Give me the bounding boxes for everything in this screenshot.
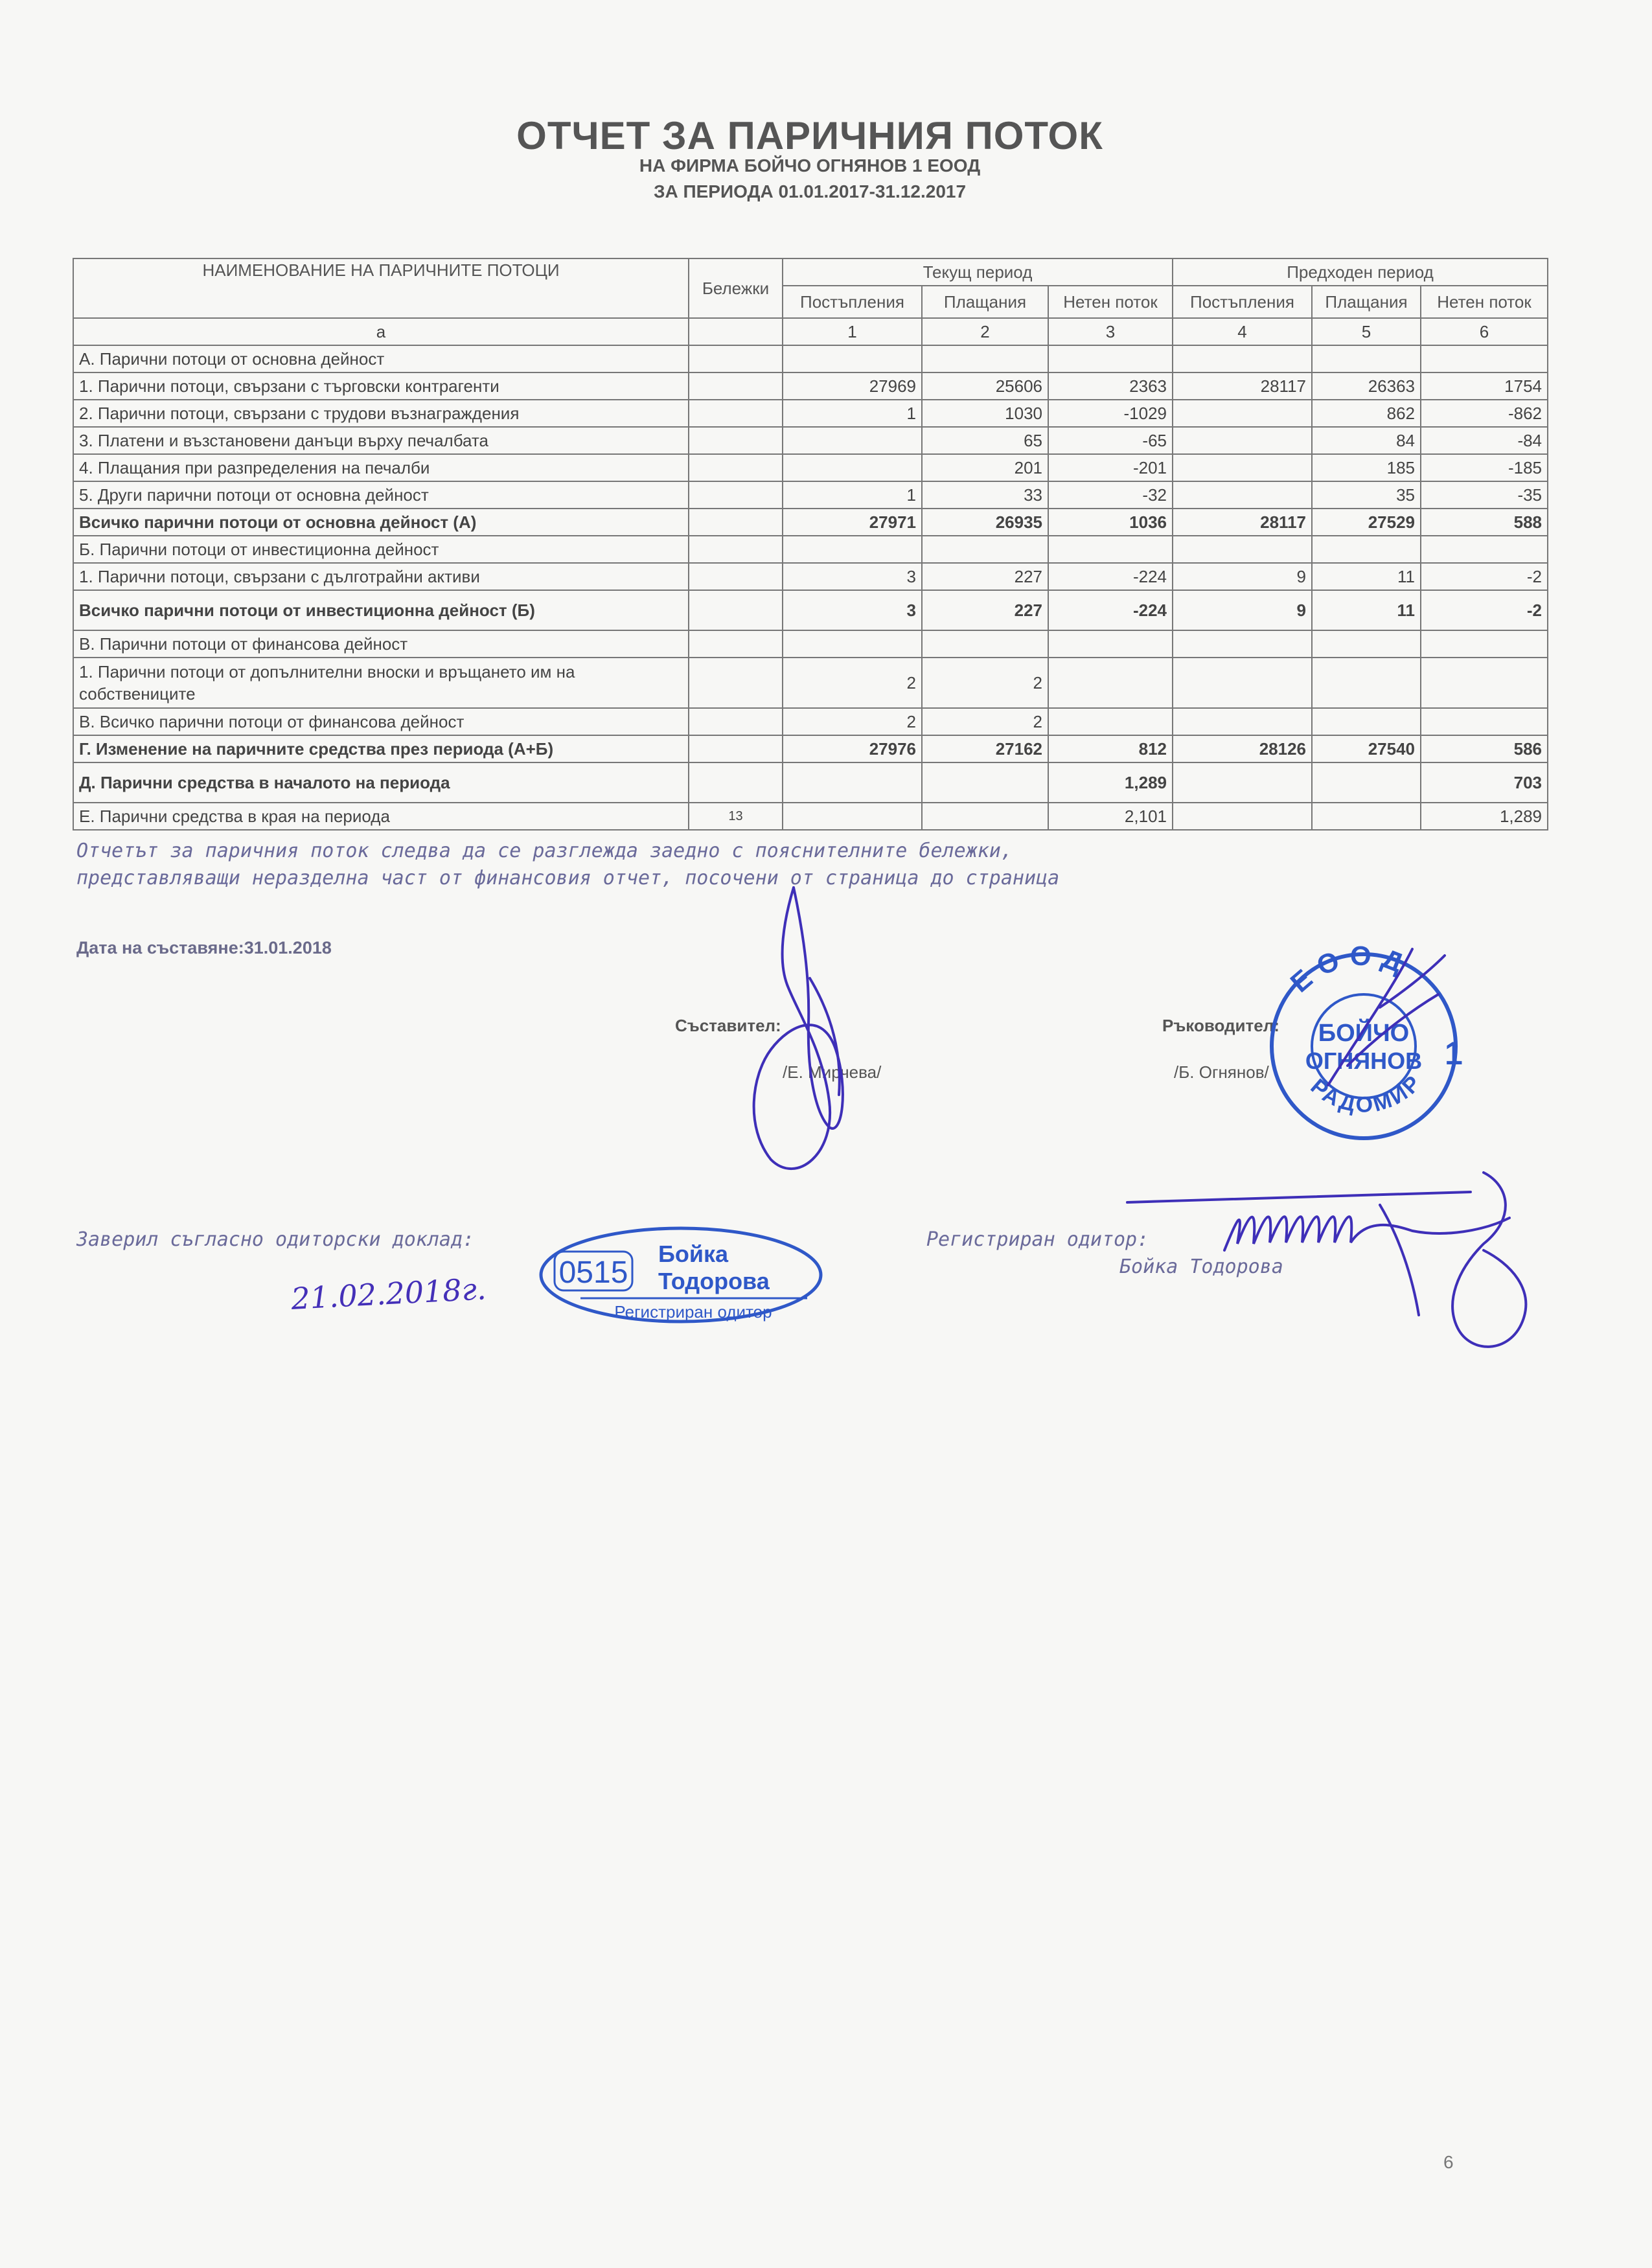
- row-value: 1036: [1048, 509, 1173, 536]
- table-row: [73, 762, 1548, 803]
- row-value: [783, 427, 922, 454]
- stamp-bottom-text: РАДОМИР: [1305, 1069, 1427, 1117]
- row-value: -224: [1048, 563, 1173, 590]
- row-label: Д. Парични средства в началото на периода: [73, 762, 689, 803]
- row-value: -84: [1421, 427, 1548, 454]
- row-value: 185: [1312, 454, 1421, 481]
- row-value: 2: [783, 708, 922, 735]
- index-cell: 2: [922, 318, 1048, 345]
- table-row: [73, 590, 1548, 630]
- table-row: [73, 454, 1548, 481]
- auditor-stamp: [535, 1223, 827, 1327]
- stamp-top-text: ЕООД: [1284, 940, 1416, 998]
- table-row: [73, 735, 1548, 762]
- row-value: 3: [783, 563, 922, 590]
- row-value: 65: [922, 427, 1048, 454]
- row-value: 1: [783, 400, 922, 427]
- row-label: В. Парични потоци от финансова дейност: [73, 630, 689, 658]
- row-value: 1: [783, 481, 922, 509]
- index-cell: 5: [1312, 318, 1421, 345]
- row-value: [1312, 536, 1421, 563]
- table-row: [73, 803, 1548, 830]
- row-value: 2: [922, 658, 1048, 708]
- index-cell: [689, 318, 783, 345]
- row-value: [1312, 658, 1421, 708]
- row-note: [689, 481, 783, 509]
- footer-note-line-1: Отчетът за паричния поток следва да се разглежда заедно с пояснителните бележки,: [76, 840, 1013, 862]
- row-label: Всичко парични потоци от инвестиционна дейност (Б): [73, 590, 689, 630]
- auditor-label: Регистриран одитор:: [926, 1228, 1149, 1251]
- row-value: 703: [1421, 762, 1548, 803]
- row-value: [1173, 630, 1312, 658]
- table-row: [73, 372, 1548, 400]
- row-note: [689, 536, 783, 563]
- row-note: [689, 590, 783, 630]
- row-value: 27969: [783, 372, 922, 400]
- row-label: 5. Други парични потоци от основна дейност: [73, 481, 689, 509]
- row-value: [1173, 762, 1312, 803]
- row-note: [689, 708, 783, 735]
- compilation-date: [76, 938, 332, 958]
- row-note: [689, 630, 783, 658]
- row-value: [783, 803, 922, 830]
- row-value: 35: [1312, 481, 1421, 509]
- row-value: -35: [1421, 481, 1548, 509]
- manager-name: /Б. Огнянов/: [1174, 1062, 1269, 1082]
- row-value: 11: [1312, 563, 1421, 590]
- row-value: 201: [922, 454, 1048, 481]
- index-cell: 3: [1048, 318, 1173, 345]
- row-label: 2. Парични потоци, свързани с трудови възнаграждения: [73, 400, 689, 427]
- row-value: [783, 454, 922, 481]
- date-value: 31.01.2018: [244, 938, 332, 957]
- stamp-center-line-1: БОЙЧО: [1318, 1020, 1410, 1047]
- header-current-period: Текущ период: [783, 258, 1173, 286]
- auditor-stamp-name-2: Тодорова: [658, 1268, 770, 1294]
- row-value: 2: [783, 658, 922, 708]
- index-cell: 6: [1421, 318, 1548, 345]
- table-row: [73, 509, 1548, 536]
- row-value: 227: [922, 590, 1048, 630]
- report-period: ЗА ПЕРИОДА 01.01.2017-31.12.2017: [653, 181, 967, 201]
- row-value: 227: [922, 563, 1048, 590]
- row-label: Всичко парични потоци от основна дейност (А): [73, 509, 689, 536]
- row-note: [689, 372, 783, 400]
- row-value: -224: [1048, 590, 1173, 630]
- row-note: [689, 563, 783, 590]
- table-row: [73, 658, 1548, 708]
- svg-text:ЕООД: [1285, 941, 1416, 998]
- row-value: 1,289: [1421, 803, 1548, 830]
- svg-text:РАДОМИР: [1306, 1070, 1427, 1117]
- date-label: Дата на съставяне:: [76, 938, 244, 957]
- row-label: В. Всичко парични потоци от финансова дейност: [73, 708, 689, 735]
- row-value: [783, 762, 922, 803]
- table-row: [73, 427, 1548, 454]
- certified-label: Заверил съгласно одиторски доклад:: [76, 1228, 475, 1251]
- table-row: [73, 563, 1548, 590]
- handwritten-date: 21.02.2018г.: [290, 1271, 487, 1316]
- table-row: [73, 481, 1548, 509]
- row-note: [689, 345, 783, 372]
- table-row: [73, 630, 1548, 658]
- row-value: [1173, 400, 1312, 427]
- header-name: НАИМЕНОВАНИЕ НА ПАРИЧНИТЕ ПОТОЦИ: [73, 258, 689, 318]
- row-value: [1173, 427, 1312, 454]
- row-value: [1421, 630, 1548, 658]
- company-stamp: [1250, 936, 1497, 1150]
- row-value: [1173, 454, 1312, 481]
- header-net-current: Нетен поток: [1048, 286, 1173, 318]
- row-value: -32: [1048, 481, 1173, 509]
- row-value: [1173, 803, 1312, 830]
- header-payments-previous: Плащания: [1312, 286, 1421, 318]
- row-value: 27162: [922, 735, 1048, 762]
- row-value: 11: [1312, 590, 1421, 630]
- row-value: 2: [922, 708, 1048, 735]
- row-value: [1312, 803, 1421, 830]
- row-value: 27540: [1312, 735, 1421, 762]
- compiler-label: Съставител:: [675, 1016, 781, 1035]
- row-value: 27976: [783, 735, 922, 762]
- index-row: [73, 318, 1548, 345]
- row-value: [922, 345, 1048, 372]
- index-cell: 4: [1173, 318, 1312, 345]
- row-value: -862: [1421, 400, 1548, 427]
- row-label: А. Парични потоци от основна дейност: [73, 345, 689, 372]
- row-value: 33: [922, 481, 1048, 509]
- report-title: ОТЧЕТ ЗА ПАРИЧНИЯ ПОТОК: [516, 114, 1103, 157]
- row-value: 9: [1173, 563, 1312, 590]
- row-value: 27971: [783, 509, 922, 536]
- row-value: 586: [1421, 735, 1548, 762]
- auditor-stamp-caption: Регистриран одитор: [614, 1302, 772, 1322]
- auditor-name: Бойка Тодорова: [1119, 1255, 1283, 1278]
- row-note: [689, 762, 783, 803]
- table-row: [73, 345, 1548, 372]
- row-value: 84: [1312, 427, 1421, 454]
- row-value: [1312, 708, 1421, 735]
- cash-flow-table: [73, 258, 1548, 830]
- row-label: Г. Изменение на паричните средства през периода (А+Б): [73, 735, 689, 762]
- auditor-signature: [1121, 1166, 1542, 1360]
- row-note: [689, 658, 783, 708]
- row-label: 1. Парични потоци от допълнителни вноски и връщането им на собствениците: [73, 658, 689, 708]
- row-value: -2: [1421, 563, 1548, 590]
- row-value: [1173, 345, 1312, 372]
- row-value: 9: [1173, 590, 1312, 630]
- row-value: 27529: [1312, 509, 1421, 536]
- row-value: 1754: [1421, 372, 1548, 400]
- row-value: 28126: [1173, 735, 1312, 762]
- row-value: 862: [1312, 400, 1421, 427]
- row-value: 28117: [1173, 509, 1312, 536]
- row-value: [1173, 481, 1312, 509]
- row-value: 26363: [1312, 372, 1421, 400]
- row-value: 2363: [1048, 372, 1173, 400]
- row-value: [1048, 630, 1173, 658]
- row-value: [1048, 345, 1173, 372]
- row-value: [1173, 708, 1312, 735]
- header-receipts-current: Постъпления: [783, 286, 922, 318]
- row-value: [1421, 345, 1548, 372]
- row-value: [922, 536, 1048, 563]
- table-body: [73, 345, 1548, 830]
- stamp-center-line-2: ОГНЯНОВ: [1305, 1048, 1423, 1074]
- row-value: [1421, 708, 1548, 735]
- table-row: [73, 708, 1548, 735]
- header-payments-current: Плащания: [922, 286, 1048, 318]
- row-value: [783, 630, 922, 658]
- footer-note-line-2: представляващи неразделна част от финансовия отчет, посочени от страница до страница: [76, 867, 1060, 889]
- row-value: 1,289: [1048, 762, 1173, 803]
- index-cell: а: [73, 318, 689, 345]
- table-row: [73, 400, 1548, 427]
- table-row: [73, 536, 1548, 563]
- row-value: [922, 630, 1048, 658]
- row-value: 25606: [922, 372, 1048, 400]
- row-value: [783, 345, 922, 372]
- row-label: 4. Плащания при разпределения на печалби: [73, 454, 689, 481]
- row-value: 26935: [922, 509, 1048, 536]
- row-note: [689, 400, 783, 427]
- header-receipts-previous: Постъпления: [1173, 286, 1312, 318]
- row-note: [689, 509, 783, 536]
- row-value: -65: [1048, 427, 1173, 454]
- row-note: [689, 427, 783, 454]
- row-value: [922, 762, 1048, 803]
- company-name: НА ФИРМА БОЙЧО ОГНЯНОВ 1 ЕООД: [639, 155, 981, 176]
- row-value: -185: [1421, 454, 1548, 481]
- header-previous-period: Предходен период: [1173, 258, 1548, 286]
- row-label: 1. Парични потоци, свързани с дълготрайни активи: [73, 563, 689, 590]
- row-value: [1173, 658, 1312, 708]
- row-value: [1421, 536, 1548, 563]
- row-value: -1029: [1048, 400, 1173, 427]
- index-cell: 1: [783, 318, 922, 345]
- row-value: [783, 536, 922, 563]
- row-value: -2: [1421, 590, 1548, 630]
- row-label: Б. Парични потоци от инвестиционна дейност: [73, 536, 689, 563]
- row-value: [1421, 658, 1548, 708]
- row-value: 2,101: [1048, 803, 1173, 830]
- row-note: [689, 735, 783, 762]
- row-value: -201: [1048, 454, 1173, 481]
- compiler-signature: [732, 881, 888, 1179]
- row-value: 28117: [1173, 372, 1312, 400]
- header-net-previous: Нетен поток: [1421, 286, 1548, 318]
- row-note: [689, 454, 783, 481]
- row-value: 1030: [922, 400, 1048, 427]
- row-value: 588: [1421, 509, 1548, 536]
- row-note: 13: [689, 803, 783, 830]
- stamp-number: 1: [1445, 1035, 1463, 1071]
- auditor-stamp-number: 0515: [558, 1255, 628, 1290]
- row-value: [1048, 708, 1173, 735]
- manager-label: Ръководител:: [1162, 1016, 1279, 1035]
- row-value: 812: [1048, 735, 1173, 762]
- row-value: 3: [783, 590, 922, 630]
- row-value: [1173, 536, 1312, 563]
- row-value: [922, 803, 1048, 830]
- auditor-stamp-name-1: Бойка: [658, 1241, 729, 1267]
- row-value: [1312, 762, 1421, 803]
- row-value: [1312, 630, 1421, 658]
- row-value: [1048, 536, 1173, 563]
- row-label: 1. Парични потоци, свързани с търговски контрагенти: [73, 372, 689, 400]
- header-notes: Бележки: [689, 258, 783, 318]
- page-number: 6: [1443, 2152, 1454, 2172]
- compiler-name: /Е. Мирчева/: [783, 1062, 882, 1082]
- row-label: Е. Парични средства в края на периода: [73, 803, 689, 830]
- row-label: 3. Платени и възстановени данъци върху печалбата: [73, 427, 689, 454]
- row-value: [1312, 345, 1421, 372]
- table-header-row: [73, 258, 1548, 286]
- row-value: [1048, 658, 1173, 708]
